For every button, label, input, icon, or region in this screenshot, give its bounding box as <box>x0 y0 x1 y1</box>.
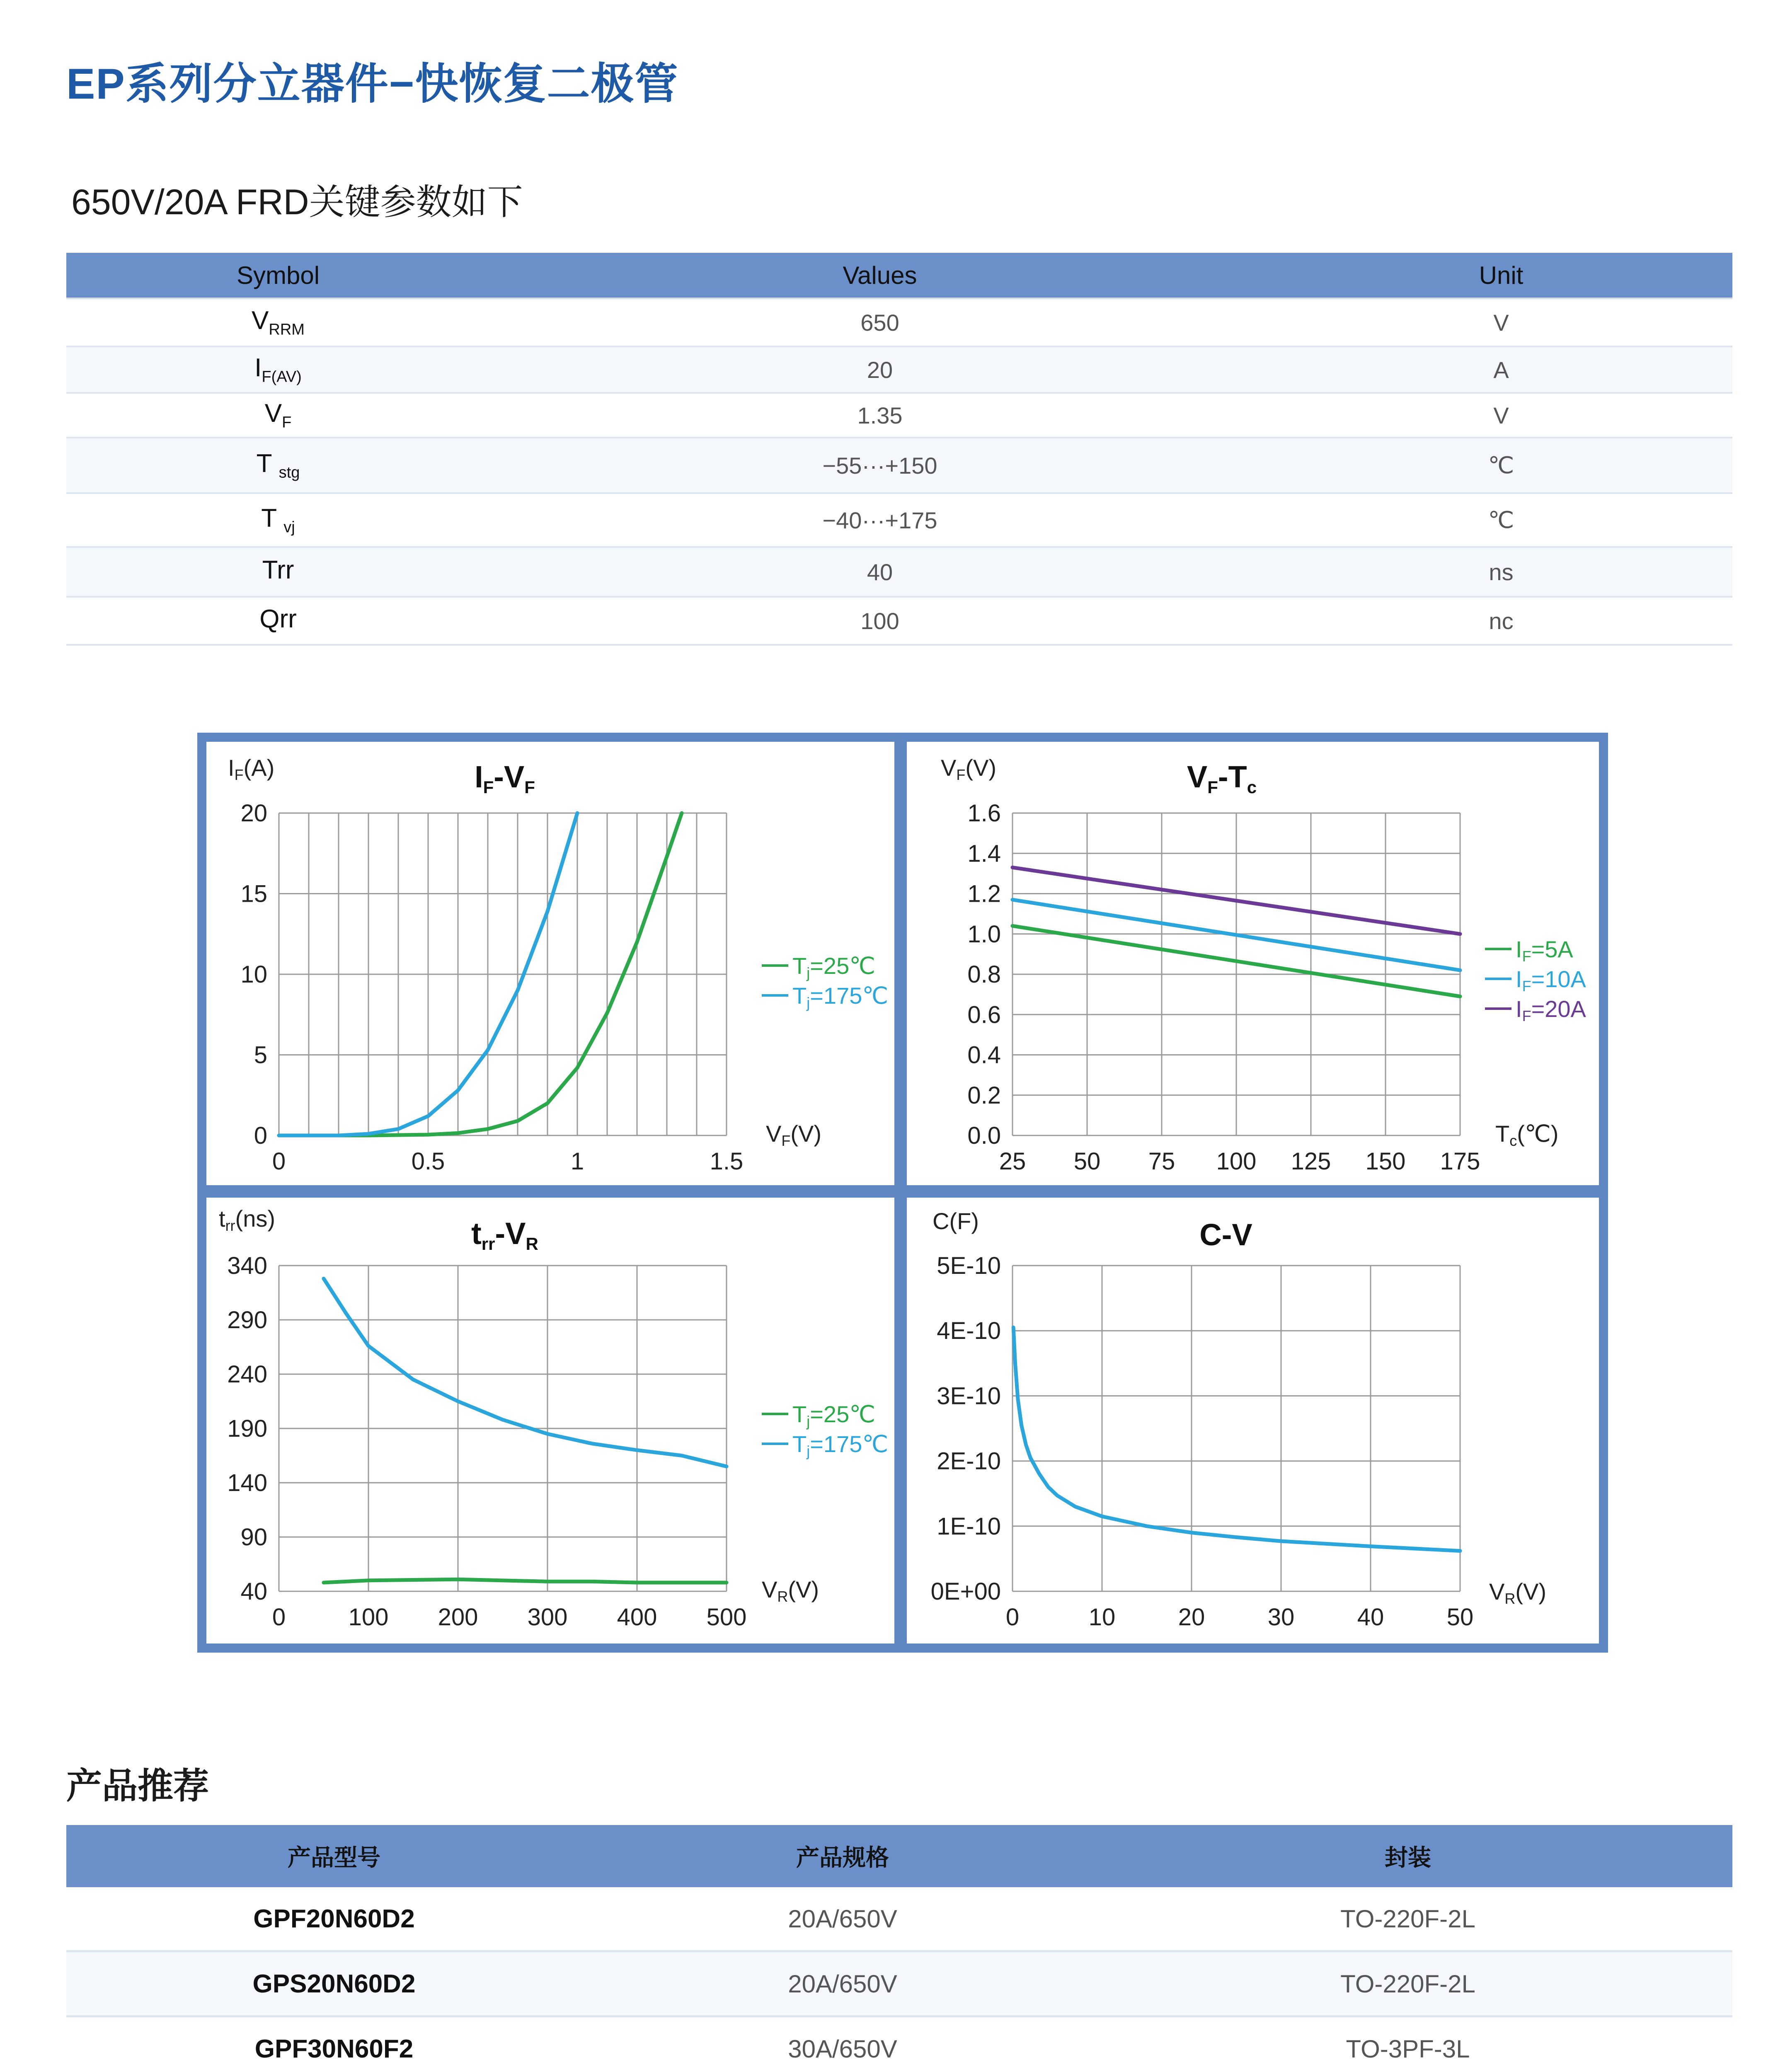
spec-table <box>66 253 1732 646</box>
chart-panel-c-v <box>907 1198 1599 1644</box>
y-tick-label: 15 <box>240 880 267 908</box>
y-tick-label: 1.0 <box>967 920 1001 948</box>
value-cell: −40···+175 <box>490 493 1270 547</box>
y-tick-label: 340 <box>227 1252 267 1279</box>
table-row <box>66 493 1732 547</box>
x-tick-label: 500 <box>706 1604 747 1631</box>
value-cell: −55···+150 <box>490 438 1270 493</box>
legend-entry: Tj=25℃ <box>792 953 876 981</box>
chart-trr-vr <box>206 1198 894 1644</box>
value-cell: 650 <box>490 298 1270 346</box>
table-row <box>66 438 1732 493</box>
unit-cell: A <box>1270 346 1732 393</box>
series-line <box>324 1278 727 1466</box>
y-tick-label: 5E-10 <box>937 1252 1001 1279</box>
x-tick-label: 0 <box>1005 1604 1020 1631</box>
x-tick-label: 10 <box>1088 1604 1116 1631</box>
x-tick-label: 40 <box>1357 1604 1384 1631</box>
x-tick-label: 0 <box>272 1604 286 1631</box>
value-cell: 100 <box>490 597 1270 645</box>
col-package: 封装 <box>1083 1825 1732 1887</box>
model-cell: GPF20N60D2 <box>66 1887 602 1951</box>
y-tick-label: 290 <box>227 1307 267 1334</box>
y-axis-label: C(F) <box>933 1208 979 1234</box>
legend-entry: IF=20A <box>1516 996 1586 1024</box>
chart-panel-if-vf <box>206 742 894 1185</box>
product-table <box>66 1825 1732 2072</box>
symbol-cell: Qrr <box>66 597 490 645</box>
x-tick-label: 50 <box>1073 1148 1101 1175</box>
unit-cell: V <box>1270 298 1732 346</box>
package-cell: TO-3PF-3L <box>1083 2016 1732 2072</box>
y-tick-label: 3E-10 <box>937 1382 1001 1410</box>
table-row <box>66 1887 1732 1951</box>
model-cell: GPS20N60D2 <box>66 1951 602 2016</box>
y-tick-label: 2E-10 <box>937 1447 1001 1475</box>
x-tick-label: 1.5 <box>710 1148 744 1175</box>
x-tick-label: 150 <box>1365 1148 1406 1175</box>
y-tick-label: 10 <box>240 961 267 988</box>
y-tick-label: 4E-10 <box>937 1317 1001 1345</box>
package-cell: TO-220F-2L <box>1083 1951 1732 2016</box>
y-axis-label: trr(ns) <box>219 1205 275 1234</box>
chart-title: trr-VR <box>471 1216 538 1254</box>
col-symbol: Symbol <box>66 253 490 298</box>
spec-cell: 30A/650V <box>602 2016 1083 2072</box>
y-axis-label: IF(A) <box>228 755 275 783</box>
table-row <box>66 393 1732 438</box>
chart-title: C-V <box>1199 1218 1252 1252</box>
x-tick-label: 50 <box>1446 1604 1474 1631</box>
symbol-cell: $V_F$ <box>66 393 490 438</box>
chart-panel-trr-vr <box>206 1198 894 1644</box>
legend-entry: Tj=25℃ <box>792 1401 876 1430</box>
model-cell: GPF30N60F2 <box>66 2016 602 2072</box>
y-tick-label: 1.6 <box>967 800 1001 827</box>
charts-frame <box>197 733 1608 1653</box>
value-cell: 1.35 <box>490 393 1270 438</box>
x-tick-label: 75 <box>1148 1148 1175 1175</box>
chart-vf-tc <box>907 742 1599 1185</box>
y-tick-label: 1.2 <box>967 880 1001 908</box>
y-tick-label: 190 <box>227 1415 267 1442</box>
x-tick-label: 0 <box>272 1148 286 1175</box>
x-tick-label: 1 <box>570 1148 584 1175</box>
y-tick-label: 40 <box>240 1578 267 1605</box>
product-table-header <box>66 1825 1732 1887</box>
y-axis-label: VF(V) <box>941 755 997 783</box>
x-tick-label: 300 <box>527 1604 568 1631</box>
y-tick-label: 0 <box>254 1122 267 1149</box>
package-cell: TO-220F-2L <box>1083 1887 1732 1951</box>
x-axis-label: VF(V) <box>766 1121 822 1149</box>
table-row <box>66 597 1732 645</box>
x-tick-label: 20 <box>1178 1604 1205 1631</box>
value-cell: 40 <box>490 547 1270 597</box>
series-line <box>324 1579 727 1583</box>
x-axis-label: Tc(℃) <box>1495 1121 1559 1149</box>
legend-entry: IF=10A <box>1516 966 1586 995</box>
y-tick-label: 140 <box>227 1469 267 1496</box>
table-row <box>66 547 1732 597</box>
table-row <box>66 2016 1732 2072</box>
chart-if-vf <box>206 742 894 1185</box>
symbol-cell: $I_{F(AV)}$ <box>66 346 490 393</box>
unit-cell: ns <box>1270 547 1732 597</box>
y-tick-label: 0.0 <box>967 1122 1001 1149</box>
legend-entry: Tj=175℃ <box>792 983 889 1011</box>
y-tick-label: 0.2 <box>967 1082 1001 1109</box>
legend-entry: Tj=175℃ <box>792 1431 889 1460</box>
x-tick-label: 400 <box>617 1604 657 1631</box>
spec-cell: 20A/650V <box>602 1951 1083 2016</box>
col-unit: Unit <box>1270 253 1732 298</box>
col-spec: 产品规格 <box>602 1825 1083 1887</box>
spec-table-header <box>66 253 1732 298</box>
chart-title: VF-Tc <box>1187 760 1257 797</box>
x-tick-label: 125 <box>1291 1148 1331 1175</box>
y-tick-label: 1E-10 <box>937 1513 1001 1540</box>
product-section-title: 产品推荐 <box>66 1766 209 1806</box>
y-tick-label: 0.8 <box>967 961 1001 988</box>
unit-cell: nc <box>1270 597 1732 645</box>
x-tick-label: 100 <box>1216 1148 1257 1175</box>
y-tick-label: 0E+00 <box>930 1578 1001 1605</box>
x-axis-label: VR(V) <box>1489 1578 1547 1607</box>
y-tick-label: 90 <box>240 1524 267 1551</box>
x-axis-label: VR(V) <box>762 1576 819 1605</box>
y-tick-label: 0.6 <box>967 1001 1001 1029</box>
symbol-cell: T $_{vj}$ <box>66 493 490 547</box>
unit-cell: V <box>1270 393 1732 438</box>
chart-panel-vf-tc <box>907 742 1599 1185</box>
unit-cell: ℃ <box>1270 438 1732 493</box>
y-tick-label: 1.4 <box>967 840 1001 867</box>
symbol-cell: T $_{stg}$ <box>66 438 490 493</box>
value-cell: 20 <box>490 346 1270 393</box>
spec-section-title: 650V/20A FRD关键参数如下 <box>71 182 523 222</box>
table-row <box>66 1951 1732 2016</box>
series-line <box>1013 1327 1460 1551</box>
y-tick-label: 5 <box>254 1041 267 1069</box>
x-tick-label: 100 <box>348 1604 389 1631</box>
col-model: 产品型号 <box>66 1825 602 1887</box>
unit-cell: ℃ <box>1270 493 1732 547</box>
y-tick-label: 0.4 <box>967 1041 1001 1069</box>
x-tick-label: 0.5 <box>411 1148 445 1175</box>
col-values: Values <box>490 253 1270 298</box>
x-tick-label: 25 <box>999 1148 1026 1175</box>
table-row <box>66 346 1732 393</box>
x-tick-label: 175 <box>1440 1148 1480 1175</box>
y-tick-label: 240 <box>227 1361 267 1388</box>
symbol-cell: $V_{RRM}$ <box>66 298 490 346</box>
spec-cell: 20A/650V <box>602 1887 1083 1951</box>
legend-entry: IF=5A <box>1516 936 1573 965</box>
x-tick-label: 30 <box>1267 1604 1295 1631</box>
chart-title: IF-VF <box>475 760 535 797</box>
y-tick-label: 20 <box>240 800 267 827</box>
chart-c-v <box>907 1198 1599 1644</box>
x-tick-label: 200 <box>438 1604 478 1631</box>
table-row <box>66 298 1732 346</box>
page-title: EP系列分立器件−快恢复二极管 <box>66 60 679 108</box>
symbol-cell: Trr <box>66 547 490 597</box>
